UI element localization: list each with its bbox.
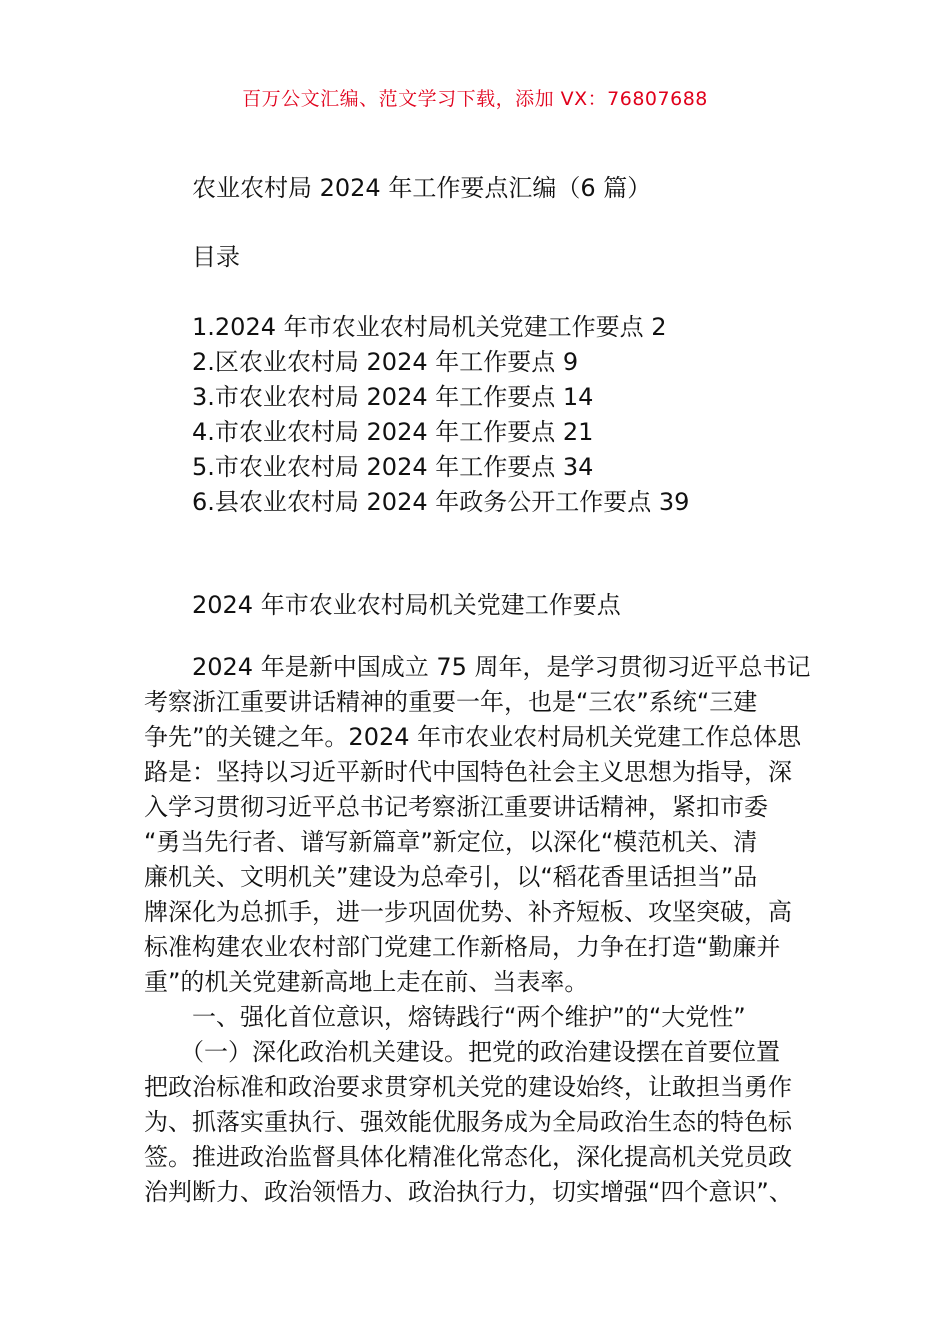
text-line: 入学习贯彻习近平总书记考察浙江重要讲话精神，紧扣市委: [144, 793, 768, 821]
heading-line: 一、强化首位意识，熔铸践行“两个维护”的“大党性”: [144, 1003, 746, 1031]
toc-item[interactable]: 6.县农业农村局 2024 年政务公开工作要点 39: [192, 488, 690, 516]
text-line: 牌深化为总抓手，进一步巩固优势、补齐短板、攻坚突破，高: [144, 898, 792, 926]
text-line: 考察浙江重要讲话精神的重要一年，也是“三农”系统“三建: [144, 688, 758, 716]
toc-item[interactable]: 4.市农业农村局 2024 年工作要点 21: [192, 418, 594, 446]
toc-item[interactable]: 1.2024 年市农业农村局机关党建工作要点 2: [192, 313, 667, 341]
watermark-notice: 百万公文汇编、范文学习下载，添加 VX：76807688: [242, 88, 708, 110]
text-line: 治判断力、政治领悟力、政治执行力，切实增强“四个意识”、: [144, 1178, 793, 1206]
text-line: 为、抓落实重执行、强效能优服务成为全局政治生态的特色标: [144, 1108, 792, 1136]
toc-label: 目录: [192, 243, 240, 271]
text-line: 争先”的关键之年。2024 年市农业农村局机关党建工作总体思: [144, 723, 802, 751]
text-line: 路是：坚持以习近平新时代中国特色社会主义思想为指导，深: [144, 758, 792, 786]
text-line: 2024 年是新中国成立 75 周年，是学习贯彻习近平总书记: [144, 653, 811, 681]
text-line: （一）深化政治机关建设。把党的政治建设摆在首要位置: [144, 1038, 780, 1066]
toc-item[interactable]: 2.区农业农村局 2024 年工作要点 9: [192, 348, 579, 376]
text-line: 把政治标准和政治要求贯穿机关党的建设始终，让敢担当勇作: [144, 1073, 792, 1101]
text-line: 重”的机关党建新高地上走在前、当表率。: [144, 968, 589, 996]
document-title: 农业农村局 2024 年工作要点汇编（6 篇）: [192, 174, 652, 202]
section-title: 2024 年市农业农村局机关党建工作要点: [192, 591, 621, 619]
toc-item[interactable]: 5.市农业农村局 2024 年工作要点 34: [192, 453, 594, 481]
toc-item[interactable]: 3.市农业农村局 2024 年工作要点 14: [192, 383, 594, 411]
text-line: 标准构建农业农村部门党建工作新格局，力争在打造“勤廉并: [144, 933, 781, 961]
text-line: “勇当先行者、谱写新篇章”新定位，以深化“模范机关、清: [144, 828, 758, 856]
body-paragraph-1: [144, 650, 824, 1210]
text-line: 廉机关、文明机关”建设为总牵引，以“稻花香里话担当”品: [144, 863, 758, 891]
text-line: 签。推进政治监督具体化精准化常态化，深化提高机关党员政: [144, 1143, 792, 1171]
